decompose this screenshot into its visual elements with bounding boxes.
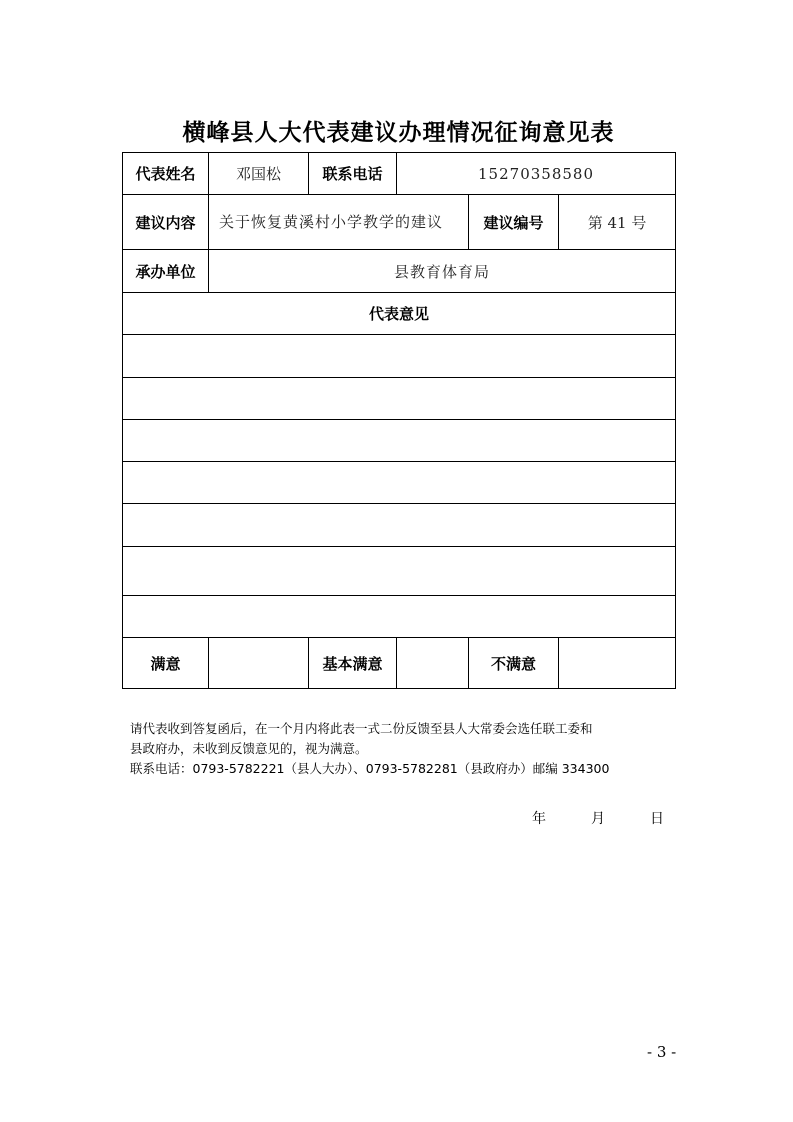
content-label: 建议内容 [123,195,209,250]
phone-label: 联系电话 [309,153,397,195]
opinion-form-table [122,152,676,689]
note-line-2: 县政府办，未收到反馈意见的，视为满意。 [130,741,368,756]
opinion-input-3[interactable] [123,420,676,462]
basic-satisfied-box[interactable] [397,638,469,689]
unsatisfied-label: 不满意 [469,638,559,689]
number-label: 建议编号 [469,195,559,250]
satisfied-box[interactable] [209,638,309,689]
satisfied-label: 满意 [123,638,209,689]
opinion-line-5 [123,504,676,547]
row-suggestion [123,195,676,250]
page-number: - 3 - [647,1043,677,1061]
unit-value: 县教育体育局 [209,250,676,293]
opinion-input-1[interactable] [123,335,676,378]
unsatisfied-box[interactable] [559,638,676,689]
row-opinion-header [123,293,676,335]
note-line-3: 联系电话：0793-5782221（县人大办）、0793-5782281（县政府办）邮编 334300 [130,761,610,776]
number-value: 第 41 号 [559,195,676,250]
opinion-line-3 [123,420,676,462]
opinion-header: 代表意见 [123,293,676,335]
row-satisfaction [123,638,676,689]
opinion-line-4 [123,462,676,504]
opinion-input-7[interactable] [123,596,676,638]
instruction-note [130,719,675,779]
rep-name-label: 代表姓名 [123,153,209,195]
form-title: 横峰县人大代表建议办理情况征询意见表 [182,119,615,146]
phone-value: 15270358580 [397,153,676,195]
date-month: 月 [591,811,605,827]
opinion-line-7 [123,596,676,638]
opinion-line-2 [123,378,676,420]
content-value: 关于恢复黄溪村小学教学的建议 [209,195,469,250]
opinion-input-6[interactable] [123,547,676,596]
opinion-line-1 [123,335,676,378]
date-day: 日 [650,811,664,827]
opinion-input-2[interactable] [123,378,676,420]
rep-name-value: 邓国松 [209,153,309,195]
row-unit [123,250,676,293]
opinion-input-5[interactable] [123,504,676,547]
row-representative [123,153,676,195]
unit-label: 承办单位 [123,250,209,293]
basic-satisfied-label: 基本满意 [309,638,397,689]
note-line-1: 请代表收到答复函后，在一个月内将此表一式二份反馈至县人大常委会选任联工委和 [130,721,593,736]
opinion-input-4[interactable] [123,462,676,504]
date-year: 年 [532,811,546,827]
opinion-line-6 [123,547,676,596]
